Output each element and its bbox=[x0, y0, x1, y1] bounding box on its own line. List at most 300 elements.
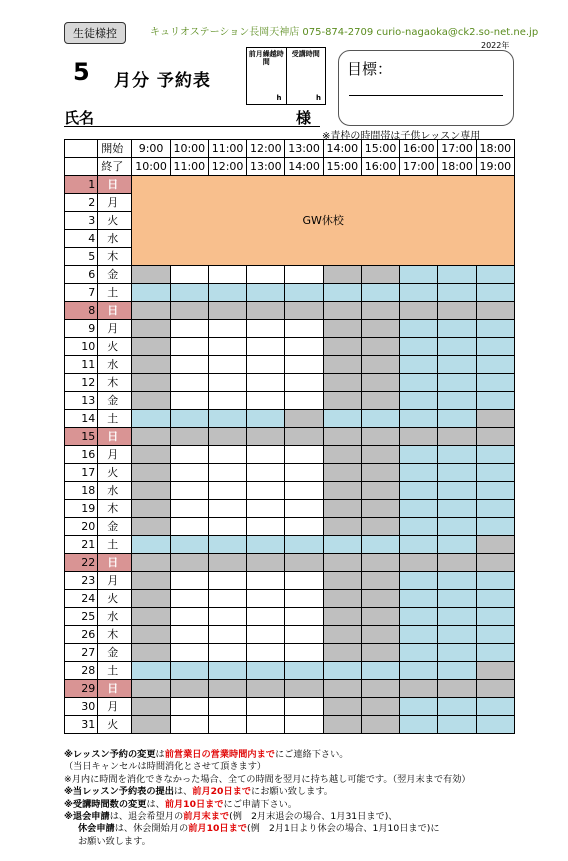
slot-cell[interactable] bbox=[400, 374, 438, 392]
slot-cell[interactable] bbox=[476, 284, 514, 302]
slot-cell bbox=[361, 446, 399, 464]
slot-cell[interactable] bbox=[208, 482, 246, 500]
day-of-week: 土 bbox=[98, 662, 132, 680]
slot-cell bbox=[361, 608, 399, 626]
day-row bbox=[65, 680, 515, 698]
slot-cell[interactable] bbox=[170, 266, 208, 284]
day-number: 28 bbox=[65, 662, 98, 680]
slot-cell[interactable] bbox=[400, 590, 438, 608]
slot-cell bbox=[323, 680, 361, 698]
note-text: は、退会希望月の bbox=[109, 811, 184, 823]
slot-cell[interactable] bbox=[285, 608, 323, 626]
time-start-cell: 14:00 bbox=[323, 140, 361, 158]
slot-cell bbox=[361, 482, 399, 500]
day-number: 19 bbox=[65, 500, 98, 518]
day-of-week: 火 bbox=[98, 464, 132, 482]
header-blank bbox=[65, 140, 98, 158]
slot-cell[interactable] bbox=[438, 716, 476, 734]
day-of-week: 火 bbox=[98, 590, 132, 608]
day-number: 23 bbox=[65, 572, 98, 590]
slot-cell[interactable] bbox=[247, 590, 285, 608]
slot-cell bbox=[323, 482, 361, 500]
day-number: 21 bbox=[65, 536, 98, 554]
slot-cell[interactable] bbox=[247, 500, 285, 518]
slot-cell bbox=[132, 500, 170, 518]
slot-cell[interactable] bbox=[438, 284, 476, 302]
slot-cell[interactable] bbox=[438, 482, 476, 500]
slot-cell[interactable] bbox=[208, 338, 246, 356]
slot-cell[interactable] bbox=[285, 536, 323, 554]
slot-cell[interactable] bbox=[170, 590, 208, 608]
slot-cell[interactable] bbox=[247, 662, 285, 680]
slot-cell bbox=[132, 608, 170, 626]
slot-cell[interactable] bbox=[400, 410, 438, 428]
slot-cell[interactable] bbox=[170, 662, 208, 680]
lesson-hours-label: 受講時間 bbox=[291, 50, 320, 58]
slot-cell bbox=[132, 626, 170, 644]
slot-cell[interactable] bbox=[438, 446, 476, 464]
prev-month-hours-field[interactable] bbox=[247, 48, 286, 104]
day-number: 31 bbox=[65, 716, 98, 734]
slot-cell[interactable] bbox=[400, 662, 438, 680]
slot-cell[interactable] bbox=[476, 338, 514, 356]
slot-cell[interactable] bbox=[438, 410, 476, 428]
slot-cell[interactable] bbox=[438, 518, 476, 536]
hours-unit: h bbox=[316, 94, 321, 102]
slot-cell[interactable] bbox=[132, 536, 170, 554]
slot-cell[interactable] bbox=[400, 446, 438, 464]
slot-cell[interactable] bbox=[476, 572, 514, 590]
slot-cell[interactable] bbox=[285, 644, 323, 662]
slot-cell[interactable] bbox=[476, 698, 514, 716]
slot-cell[interactable] bbox=[247, 626, 285, 644]
slot-cell[interactable] bbox=[208, 536, 246, 554]
slot-cell[interactable] bbox=[361, 410, 399, 428]
slot-cell bbox=[208, 302, 246, 320]
day-row bbox=[65, 590, 515, 608]
day-of-week: 月 bbox=[98, 320, 132, 338]
slot-cell bbox=[132, 446, 170, 464]
hours-box bbox=[246, 47, 326, 105]
slot-cell[interactable] bbox=[400, 698, 438, 716]
slot-cell[interactable] bbox=[247, 644, 285, 662]
day-of-week: 土 bbox=[98, 284, 132, 302]
day-row bbox=[65, 320, 515, 338]
slot-cell[interactable] bbox=[476, 518, 514, 536]
day-of-week: 土 bbox=[98, 410, 132, 428]
slot-cell[interactable] bbox=[438, 644, 476, 662]
slot-cell[interactable] bbox=[208, 266, 246, 284]
slot-cell bbox=[438, 302, 476, 320]
day-row bbox=[65, 176, 515, 194]
note-deadline: 前月10日まで bbox=[188, 823, 247, 835]
slot-cell[interactable] bbox=[285, 374, 323, 392]
slot-cell bbox=[323, 446, 361, 464]
day-of-week: 火 bbox=[98, 338, 132, 356]
slot-cell[interactable] bbox=[247, 518, 285, 536]
slot-cell[interactable] bbox=[285, 590, 323, 608]
slot-cell[interactable] bbox=[323, 410, 361, 428]
slot-cell[interactable] bbox=[400, 626, 438, 644]
slot-cell[interactable] bbox=[208, 590, 246, 608]
slot-cell bbox=[247, 302, 285, 320]
time-start-cell: 15:00 bbox=[361, 140, 399, 158]
slot-cell[interactable] bbox=[476, 716, 514, 734]
slot-cell[interactable] bbox=[208, 518, 246, 536]
day-of-week: 日 bbox=[98, 176, 132, 194]
slot-cell[interactable] bbox=[208, 500, 246, 518]
slot-cell[interactable] bbox=[285, 500, 323, 518]
slot-cell[interactable] bbox=[208, 464, 246, 482]
day-number: 16 bbox=[65, 446, 98, 464]
slot-cell bbox=[476, 302, 514, 320]
slot-cell[interactable] bbox=[323, 536, 361, 554]
slot-cell[interactable] bbox=[323, 662, 361, 680]
slot-cell bbox=[170, 428, 208, 446]
slot-cell[interactable] bbox=[208, 572, 246, 590]
note-text: ※受講時間数の変更 bbox=[64, 798, 147, 810]
slot-cell[interactable] bbox=[476, 644, 514, 662]
slot-cell[interactable] bbox=[208, 320, 246, 338]
slot-cell[interactable] bbox=[476, 626, 514, 644]
slot-cell[interactable] bbox=[400, 500, 438, 518]
day-row bbox=[65, 536, 515, 554]
slot-cell bbox=[323, 518, 361, 536]
slot-cell[interactable] bbox=[247, 392, 285, 410]
day-row bbox=[65, 698, 515, 716]
day-row bbox=[65, 446, 515, 464]
slot-cell[interactable] bbox=[208, 374, 246, 392]
slot-cell[interactable] bbox=[208, 716, 246, 734]
slot-cell[interactable] bbox=[208, 608, 246, 626]
slot-cell[interactable] bbox=[208, 356, 246, 374]
slot-cell[interactable] bbox=[438, 608, 476, 626]
slot-cell[interactable] bbox=[476, 590, 514, 608]
slot-cell[interactable] bbox=[285, 482, 323, 500]
slot-cell bbox=[438, 428, 476, 446]
slot-cell[interactable] bbox=[208, 698, 246, 716]
slot-cell bbox=[132, 374, 170, 392]
slot-cell[interactable] bbox=[285, 356, 323, 374]
slot-cell[interactable] bbox=[438, 356, 476, 374]
slot-cell bbox=[285, 680, 323, 698]
slot-cell[interactable] bbox=[247, 338, 285, 356]
time-end-cell: 15:00 bbox=[323, 158, 361, 176]
slot-cell[interactable] bbox=[247, 320, 285, 338]
slot-cell[interactable] bbox=[170, 338, 208, 356]
schedule-header-start bbox=[65, 140, 515, 158]
slot-cell[interactable] bbox=[438, 374, 476, 392]
slot-cell[interactable] bbox=[247, 284, 285, 302]
slot-cell[interactable] bbox=[285, 662, 323, 680]
day-of-week: 日 bbox=[98, 554, 132, 572]
note-text: ※当レッスン予約表の提出 bbox=[64, 786, 174, 798]
slot-cell bbox=[208, 554, 246, 572]
slot-cell[interactable] bbox=[170, 374, 208, 392]
day-row bbox=[65, 662, 515, 680]
note-deadline: 前月10日まで bbox=[164, 798, 224, 810]
slot-cell[interactable] bbox=[247, 716, 285, 734]
slot-cell[interactable] bbox=[285, 716, 323, 734]
goal-label: 目標： bbox=[347, 60, 393, 78]
slot-cell[interactable] bbox=[247, 446, 285, 464]
slot-cell[interactable] bbox=[476, 608, 514, 626]
slot-cell[interactable] bbox=[170, 572, 208, 590]
slot-cell[interactable] bbox=[170, 608, 208, 626]
slot-cell[interactable] bbox=[132, 284, 170, 302]
time-start-cell: 13:00 bbox=[285, 140, 323, 158]
note-text: は、休会開始月の bbox=[114, 823, 189, 835]
slot-cell[interactable] bbox=[208, 392, 246, 410]
slot-cell[interactable] bbox=[208, 662, 246, 680]
slot-cell[interactable] bbox=[476, 500, 514, 518]
day-of-week: 月 bbox=[98, 446, 132, 464]
slot-cell[interactable] bbox=[170, 284, 208, 302]
slot-cell[interactable] bbox=[476, 446, 514, 464]
slot-cell bbox=[323, 626, 361, 644]
goal-box[interactable] bbox=[338, 50, 514, 126]
slot-cell[interactable] bbox=[208, 626, 246, 644]
day-number: 1 bbox=[65, 176, 98, 194]
slot-cell[interactable] bbox=[438, 266, 476, 284]
day-of-week: 水 bbox=[98, 356, 132, 374]
day-of-week: 日 bbox=[98, 428, 132, 446]
slot-cell bbox=[132, 680, 170, 698]
slot-cell[interactable] bbox=[170, 536, 208, 554]
slot-cell[interactable] bbox=[208, 284, 246, 302]
slot-cell[interactable] bbox=[170, 698, 208, 716]
day-number: 25 bbox=[65, 608, 98, 626]
slot-cell bbox=[361, 644, 399, 662]
slot-cell[interactable] bbox=[208, 410, 246, 428]
slot-cell[interactable] bbox=[247, 266, 285, 284]
time-start-cell: 17:00 bbox=[438, 140, 476, 158]
day-number: 27 bbox=[65, 644, 98, 662]
slot-cell[interactable] bbox=[438, 392, 476, 410]
slot-cell bbox=[438, 680, 476, 698]
slot-cell[interactable] bbox=[132, 410, 170, 428]
slot-cell bbox=[361, 716, 399, 734]
note-text: にご連絡下さい。 bbox=[274, 749, 349, 760]
note-text: にご申請下さい。 bbox=[223, 798, 298, 810]
slot-cell bbox=[361, 680, 399, 698]
slot-cell[interactable] bbox=[247, 698, 285, 716]
slot-cell[interactable] bbox=[170, 464, 208, 482]
day-of-week: 木 bbox=[98, 626, 132, 644]
day-number: 3 bbox=[65, 212, 98, 230]
day-of-week: 金 bbox=[98, 644, 132, 662]
day-number: 26 bbox=[65, 626, 98, 644]
slot-cell bbox=[323, 320, 361, 338]
time-end-cell: 18:00 bbox=[438, 158, 476, 176]
slot-cell bbox=[361, 518, 399, 536]
slot-cell bbox=[361, 392, 399, 410]
slot-cell bbox=[323, 392, 361, 410]
slot-cell[interactable] bbox=[476, 266, 514, 284]
slot-cell bbox=[323, 374, 361, 392]
slot-cell bbox=[285, 428, 323, 446]
slot-cell[interactable] bbox=[170, 320, 208, 338]
slot-cell[interactable] bbox=[285, 698, 323, 716]
slot-cell bbox=[323, 716, 361, 734]
slot-cell[interactable] bbox=[170, 644, 208, 662]
slot-cell bbox=[323, 554, 361, 572]
slot-cell bbox=[170, 302, 208, 320]
slot-cell[interactable] bbox=[476, 392, 514, 410]
slot-cell[interactable] bbox=[361, 536, 399, 554]
slot-cell[interactable] bbox=[285, 626, 323, 644]
slot-cell[interactable] bbox=[400, 338, 438, 356]
year-label: 2022年 bbox=[481, 41, 510, 50]
slot-cell[interactable] bbox=[361, 284, 399, 302]
slot-cell bbox=[361, 626, 399, 644]
slot-cell[interactable] bbox=[170, 356, 208, 374]
slot-cell[interactable] bbox=[285, 392, 323, 410]
day-number: 20 bbox=[65, 518, 98, 536]
slot-cell bbox=[132, 338, 170, 356]
slot-cell[interactable] bbox=[400, 608, 438, 626]
slot-cell[interactable] bbox=[170, 716, 208, 734]
slot-cell[interactable] bbox=[438, 590, 476, 608]
slot-cell[interactable] bbox=[400, 644, 438, 662]
slot-cell[interactable] bbox=[400, 572, 438, 590]
slot-cell[interactable] bbox=[170, 518, 208, 536]
slot-cell[interactable] bbox=[285, 464, 323, 482]
slot-cell[interactable] bbox=[208, 446, 246, 464]
slot-cell[interactable] bbox=[400, 320, 438, 338]
slot-cell[interactable] bbox=[247, 356, 285, 374]
month-number[interactable]: 5 bbox=[73, 58, 90, 86]
slot-cell bbox=[247, 680, 285, 698]
day-number: 9 bbox=[65, 320, 98, 338]
slot-cell bbox=[323, 266, 361, 284]
slot-cell[interactable] bbox=[323, 284, 361, 302]
footer-notes bbox=[64, 749, 534, 848]
slot-cell bbox=[438, 554, 476, 572]
slot-cell[interactable] bbox=[247, 464, 285, 482]
slot-cell bbox=[132, 464, 170, 482]
slot-cell[interactable] bbox=[438, 338, 476, 356]
slot-cell[interactable] bbox=[170, 410, 208, 428]
slot-cell[interactable] bbox=[438, 500, 476, 518]
time-end-cell: 12:00 bbox=[208, 158, 246, 176]
slot-cell[interactable] bbox=[400, 536, 438, 554]
slot-cell[interactable] bbox=[285, 320, 323, 338]
slot-cell[interactable] bbox=[400, 464, 438, 482]
slot-cell[interactable] bbox=[247, 536, 285, 554]
day-of-week: 土 bbox=[98, 536, 132, 554]
day-of-week: 水 bbox=[98, 230, 132, 248]
day-number: 7 bbox=[65, 284, 98, 302]
slot-cell[interactable] bbox=[247, 374, 285, 392]
day-number: 15 bbox=[65, 428, 98, 446]
slot-cell[interactable] bbox=[438, 536, 476, 554]
day-number: 2 bbox=[65, 194, 98, 212]
slot-cell bbox=[170, 680, 208, 698]
slot-cell[interactable] bbox=[285, 284, 323, 302]
day-row bbox=[65, 644, 515, 662]
slot-cell[interactable] bbox=[400, 482, 438, 500]
time-end-cell: 19:00 bbox=[476, 158, 514, 176]
slot-cell[interactable] bbox=[476, 320, 514, 338]
day-number: 30 bbox=[65, 698, 98, 716]
slot-cell[interactable] bbox=[438, 698, 476, 716]
slot-cell[interactable] bbox=[285, 338, 323, 356]
day-row bbox=[65, 626, 515, 644]
note-text: (例 2月末退会の場合、1月31日まで)、 bbox=[229, 811, 398, 823]
slot-cell[interactable] bbox=[400, 518, 438, 536]
day-number: 13 bbox=[65, 392, 98, 410]
slot-cell bbox=[170, 554, 208, 572]
slot-cell[interactable] bbox=[247, 410, 285, 428]
slot-cell[interactable] bbox=[438, 662, 476, 680]
slot-cell[interactable] bbox=[400, 284, 438, 302]
slot-cell[interactable] bbox=[400, 392, 438, 410]
slot-cell[interactable] bbox=[438, 572, 476, 590]
slot-cell[interactable] bbox=[438, 464, 476, 482]
slot-cell[interactable] bbox=[132, 662, 170, 680]
day-of-week: 火 bbox=[98, 212, 132, 230]
note-deadline: 前月末まで bbox=[183, 811, 230, 823]
slot-cell[interactable] bbox=[476, 374, 514, 392]
day-of-week: 火 bbox=[98, 716, 132, 734]
lesson-hours-field[interactable] bbox=[286, 48, 326, 104]
day-row bbox=[65, 464, 515, 482]
schedule-table bbox=[64, 139, 515, 734]
slot-cell[interactable] bbox=[400, 356, 438, 374]
day-row bbox=[65, 716, 515, 734]
slot-cell[interactable] bbox=[285, 446, 323, 464]
slot-cell bbox=[361, 464, 399, 482]
slot-cell[interactable] bbox=[170, 626, 208, 644]
slot-cell[interactable] bbox=[285, 266, 323, 284]
note-text: は bbox=[155, 749, 165, 760]
slot-cell[interactable] bbox=[247, 608, 285, 626]
day-row bbox=[65, 356, 515, 374]
slot-cell bbox=[400, 554, 438, 572]
note-closing: お願い致します。 bbox=[78, 835, 151, 847]
slot-cell[interactable] bbox=[438, 320, 476, 338]
note-text: 休会申請 bbox=[78, 823, 115, 835]
slot-cell bbox=[400, 428, 438, 446]
slot-cell[interactable] bbox=[170, 446, 208, 464]
slot-cell[interactable] bbox=[400, 266, 438, 284]
slot-cell bbox=[361, 266, 399, 284]
goal-line bbox=[349, 95, 503, 96]
day-number: 14 bbox=[65, 410, 98, 428]
slot-cell[interactable] bbox=[438, 626, 476, 644]
slot-cell[interactable] bbox=[400, 716, 438, 734]
slot-cell[interactable] bbox=[170, 482, 208, 500]
slot-cell[interactable] bbox=[285, 572, 323, 590]
note-deadline: 前営業日の営業時間内まで bbox=[164, 749, 275, 760]
slot-cell[interactable] bbox=[208, 644, 246, 662]
slot-cell[interactable] bbox=[476, 464, 514, 482]
slot-cell[interactable] bbox=[170, 392, 208, 410]
slot-cell[interactable] bbox=[247, 482, 285, 500]
time-end-cell: 17:00 bbox=[400, 158, 438, 176]
slot-cell bbox=[476, 662, 514, 680]
slot-cell[interactable] bbox=[476, 482, 514, 500]
slot-cell bbox=[323, 428, 361, 446]
name-field[interactable] bbox=[64, 126, 320, 127]
slot-cell[interactable] bbox=[361, 662, 399, 680]
slot-cell[interactable] bbox=[247, 572, 285, 590]
slot-cell bbox=[361, 374, 399, 392]
slot-cell[interactable] bbox=[285, 518, 323, 536]
slot-cell[interactable] bbox=[476, 356, 514, 374]
slot-cell[interactable] bbox=[170, 500, 208, 518]
